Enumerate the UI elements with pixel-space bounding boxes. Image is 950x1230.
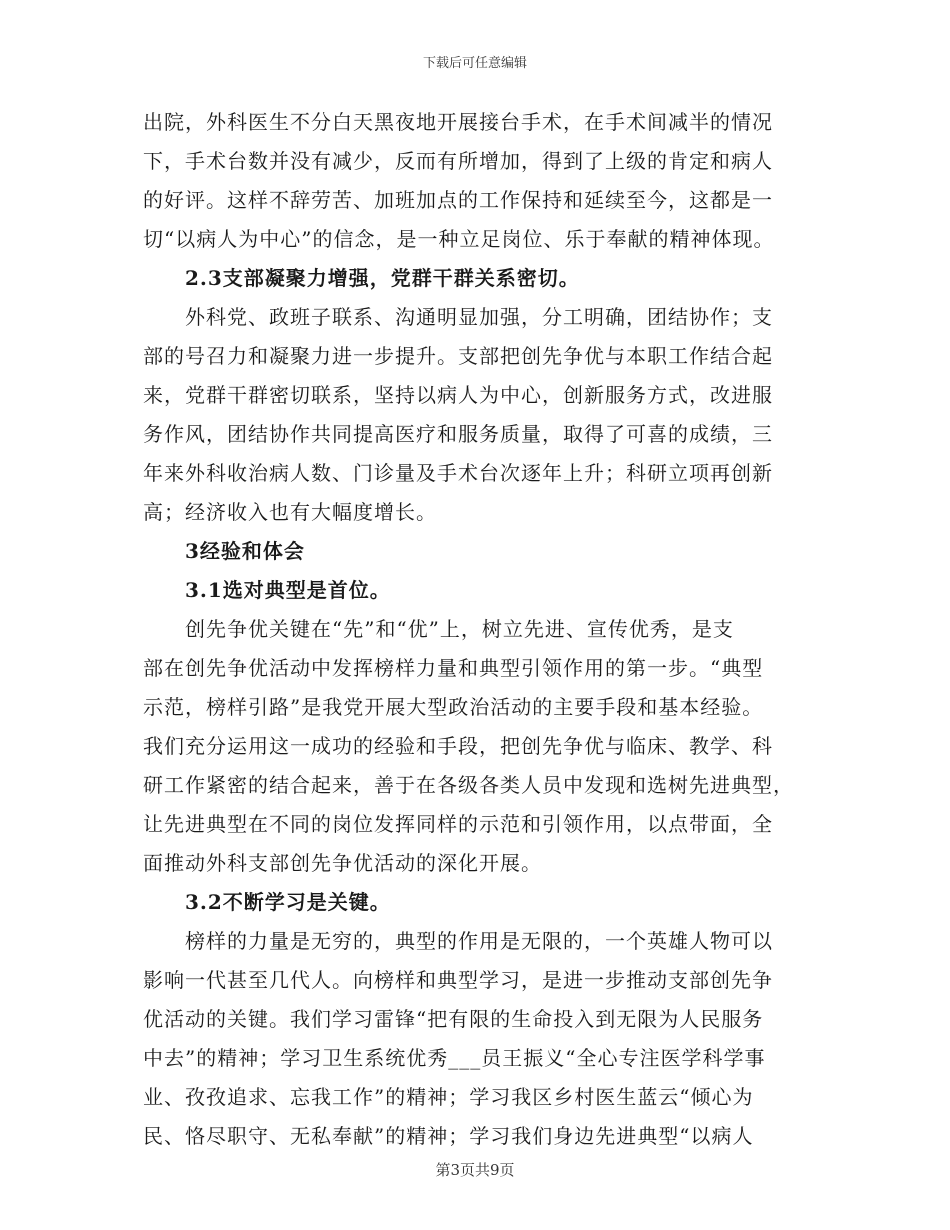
text-line: 中去”的精神；学习卫生系统优秀___员王振义“全心专注医学科学事 bbox=[143, 1046, 766, 1070]
page-header: 下载后可任意编辑 bbox=[422, 56, 527, 71]
text-line: 下，手术台数并没有减少，反而有所增加，得到了上级的肯定和病人 bbox=[143, 149, 773, 173]
text-line: 面推动外科支部创先争优活动的深化开展。 bbox=[143, 851, 542, 875]
text-line: 优活动的关键。我们学习雷锋“把有限的生命投入到无限为人民服务 bbox=[143, 1007, 764, 1031]
text-line: 我们充分运用这一成功的经验和手段，把创先争优与临床、教学、科 bbox=[143, 734, 773, 758]
text-line: 业、孜孜追求、忘我工作”的精神；学习我区乡村医生蓝云“倾心为 bbox=[143, 1085, 754, 1109]
text-line: 来，党群干群密切联系，坚持以病人为中心，创新服务方式，改进服 bbox=[143, 383, 773, 407]
text-line: 部在创先争优活动中发挥榜样力量和典型引领作用的第一步。“典型 bbox=[143, 656, 764, 680]
text-line: 的好评。这样不辞劳苦、加班加点的工作保持和延续至今，这都是一 bbox=[143, 188, 773, 212]
text-line: 创先争优关键在“先”和“优”上，树立先进、宣传优秀，是支 bbox=[185, 617, 734, 641]
text-line: 研工作紧密的结合起来，善于在各级各类人员中发现和选树先进典型， bbox=[143, 773, 794, 797]
text-line: 出院，外科医生不分白天黑夜地开展接台手术，在手术间减半的情况 bbox=[143, 110, 773, 134]
text-line: 外科党、政班子联系、沟通明显加强，分工明确，团结协作；支 bbox=[185, 305, 773, 329]
text-line: 让先进典型在不同的岗位发挥同样的示范和引领作用，以点带面，全 bbox=[143, 812, 773, 836]
section-heading: 3.2不断学习是关键。 bbox=[185, 890, 391, 914]
text-line: 高；经济收入也有大幅度增长。 bbox=[143, 500, 437, 524]
text-line: 民、恪尽职守、无私奉献”的精神；学习我们身边先进典型“以病人 bbox=[143, 1124, 754, 1148]
text-line: 示范，榜样引路”是我党开展大型政治活动的主要手段和基本经验。 bbox=[143, 695, 764, 719]
document-body bbox=[143, 103, 807, 1156]
text-line: 部的号召力和凝聚力进一步提升。支部把创先争优与本职工作结合起 bbox=[143, 344, 773, 368]
text-line: 年来外科收治病人数、门诊量及手术台次逐年上升；科研立项再创新 bbox=[143, 461, 773, 485]
section-heading: 3经验和体会 bbox=[185, 539, 305, 563]
text-line: 务作风，团结协作共同提高医疗和服务质量，取得了可喜的成绩，三 bbox=[143, 422, 773, 446]
page-footer: 第3页共9页 bbox=[435, 1161, 515, 1179]
section-heading: 3.1选对典型是首位。 bbox=[185, 578, 391, 602]
text-line: 榜样的力量是无穷的，典型的作用是无限的，一个英雄人物可以 bbox=[185, 929, 773, 953]
text-line: 影响一代甚至几代人。向榜样和典型学习，是进一步推动支部创先争 bbox=[143, 968, 773, 992]
text-line: 切“以病人为中心”的信念，是一种立足岗位、乐于奉献的精神体现。 bbox=[143, 227, 775, 251]
section-heading: 2.3支部凝聚力增强，党群干群关系密切。 bbox=[185, 266, 580, 290]
